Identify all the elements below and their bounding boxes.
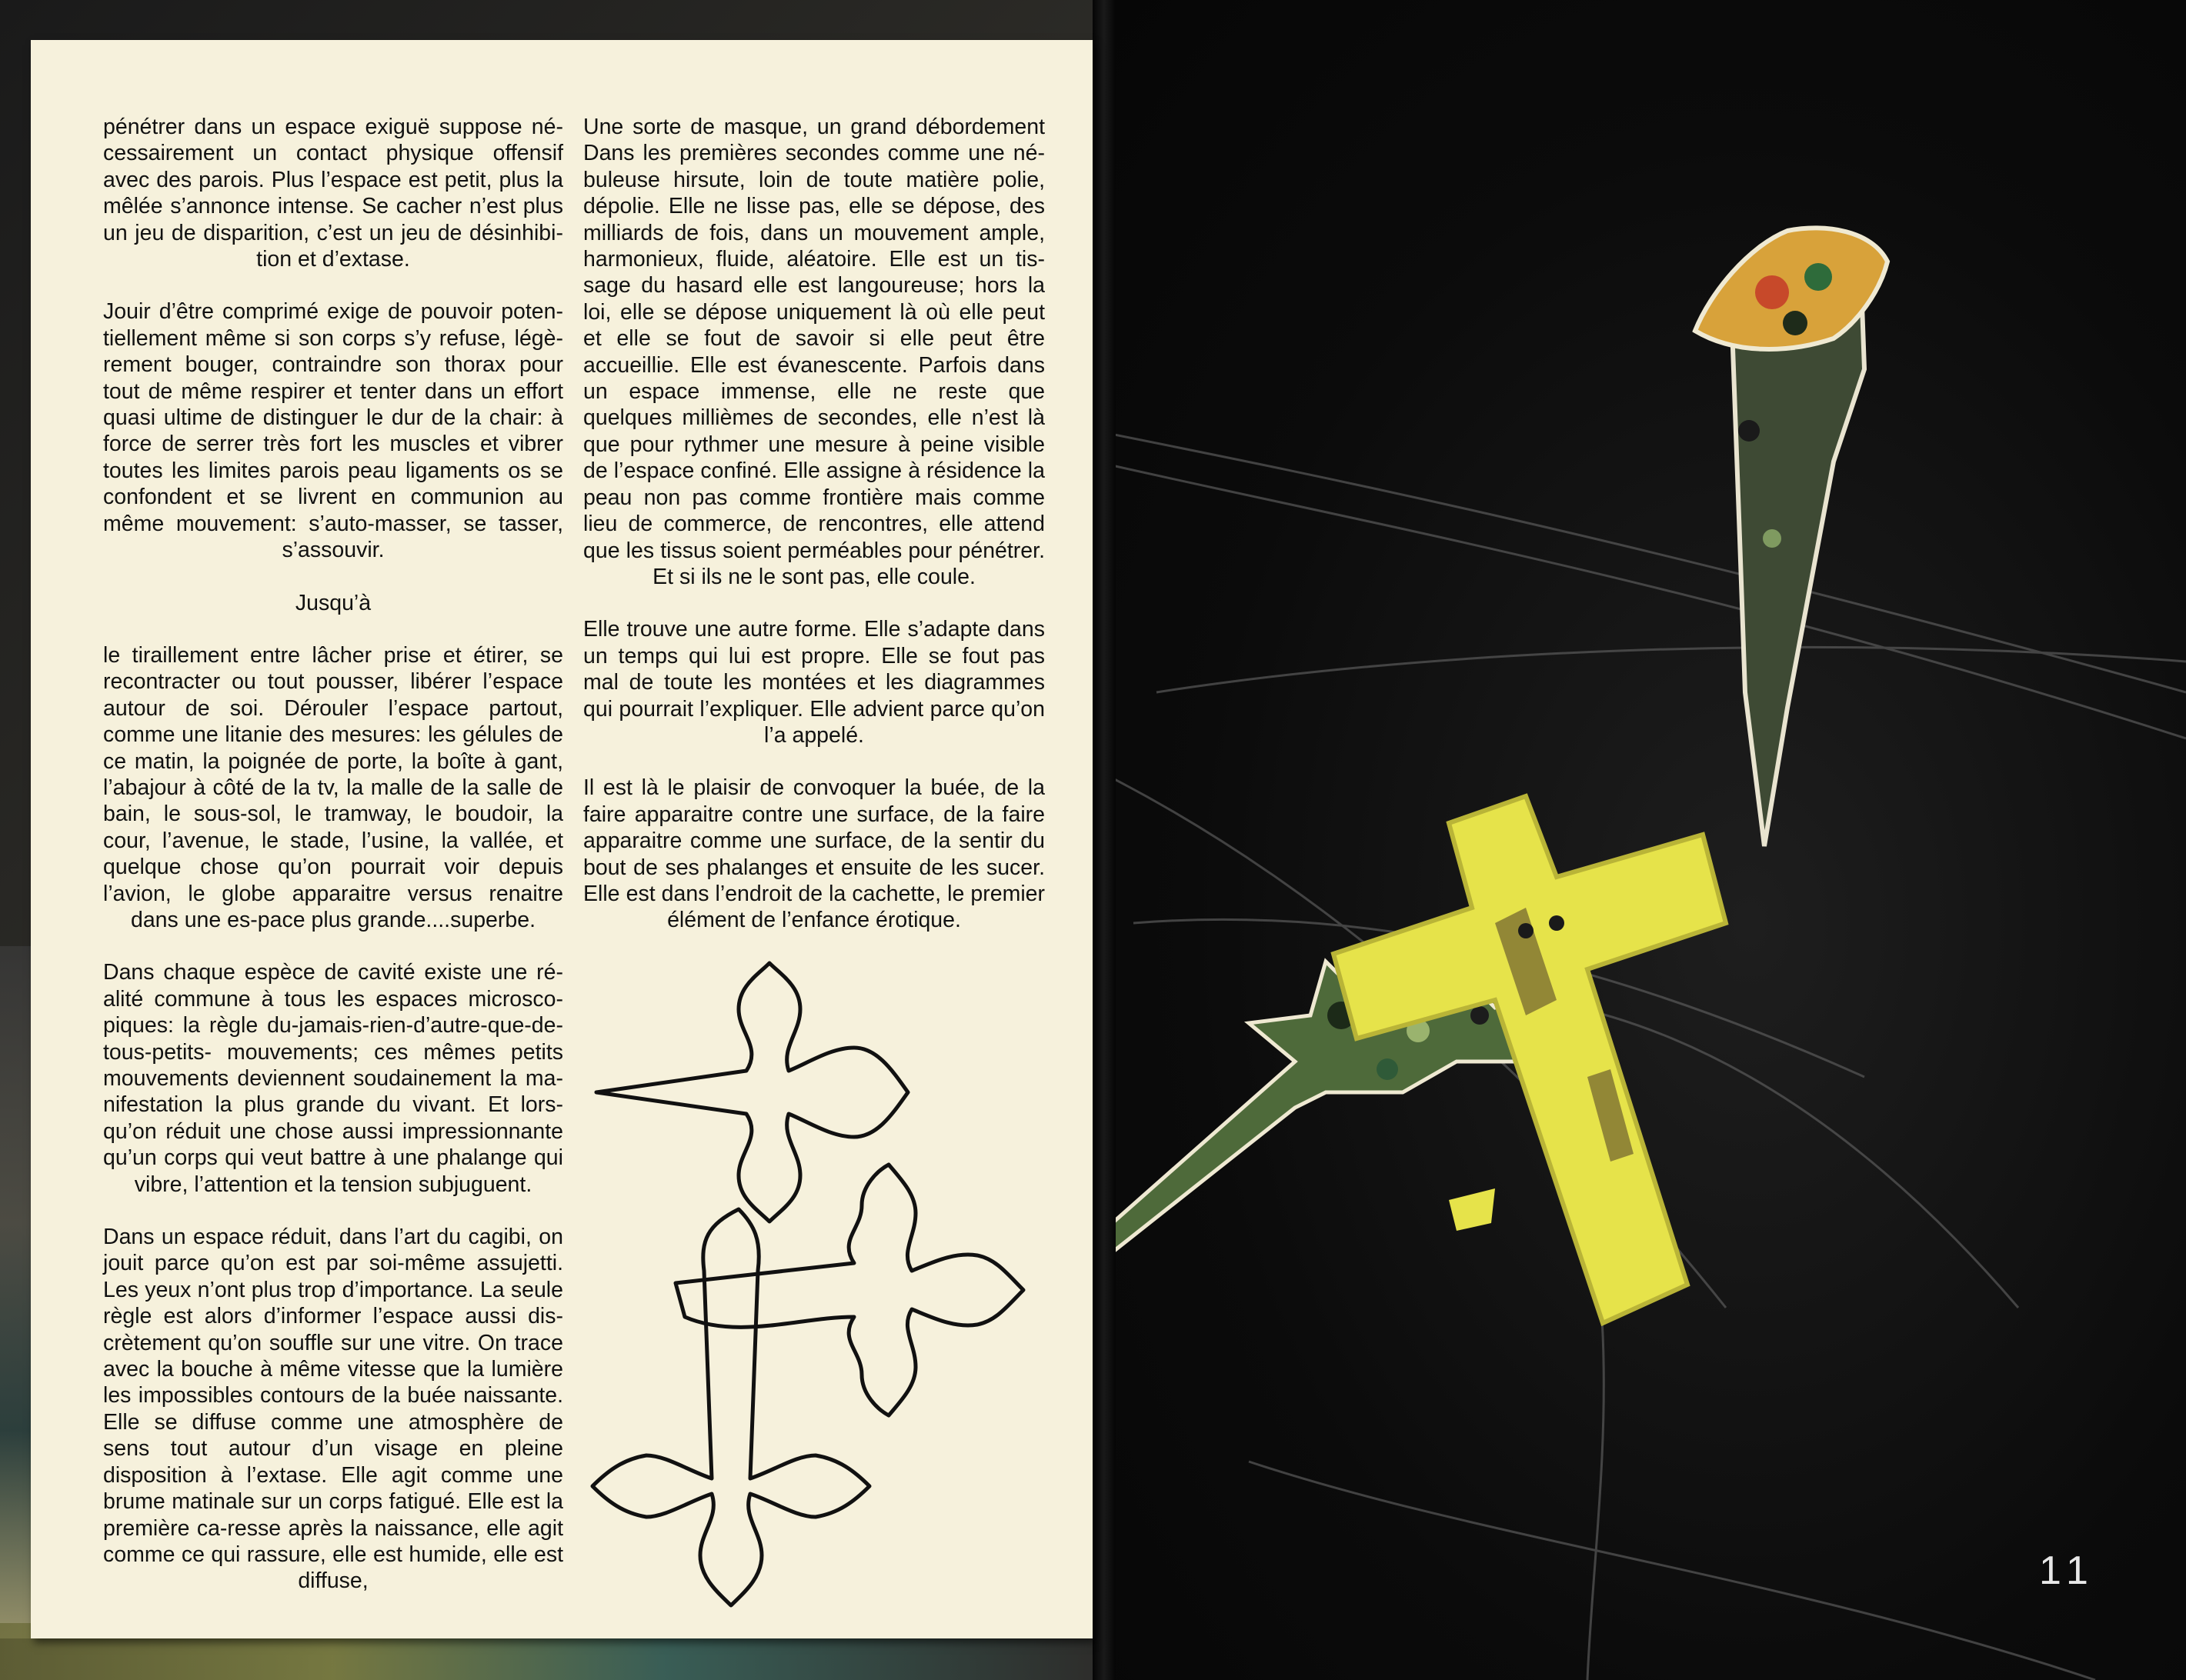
paragraph: Jouir d’être comprimé exige de pouvoir poten-tiellement même si son corps s’y refuse, légè-rement bouger, contraindre son thorax pour tout de même respirer et tenter dans un effort quasi ultime de distinguer le dur de la chair: à force de serrer très fort les muscles et vibrer toutes les limites parois peau ligaments os se confondent et se livrent en communion au même mouvement: s’auto-masser, se tasser, s’assouvir. (103, 299, 563, 563)
paragraph: Il est là le plaisir de convoquer la buée, de la faire apparaitre contre une surface, de la faire apparaitre comme une surface, de la sentir du bout de ses phalanges et ensuite de les sucer. Elle est dans l’endroit de la cachette, le premier élément de l’enfance érotique. (583, 775, 1045, 933)
flower-spike-collage (1695, 228, 1887, 846)
right-page-photo (1095, 0, 2186, 1680)
photo-collage (1095, 0, 2186, 1680)
paragraph: Une sorte de masque, un grand débordement Dans les premières secondes comme une né-buleuse hirsute, loin de toute matière polie, dépolie. Elle ne lisse pas, elle se dépose, des milliards de fois, dans un mouvement ample, harmonieux, fluide, aléatoire. Elle est un tis-sage du hasard elle est langoureuse; hors la loi, elle se dépose uniquement là où elle peut et elle se fout de savoir si elle peut être accueillie. Elle est évanescente. Parfois dans un espace immense, elle ne reste que quelques millièmes de secondes, elle n’est là que pour rythmer une mesure à peine visible de l’espace confiné. Elle assigne à résidence la peau non pas comme frontière mais comme lieu de commerce, de rencontres, elle attend que les tissus soient perméables pour pénétrer. Et si ils ne le sont pas, elle coule. (583, 115, 1045, 589)
book-gutter (1093, 0, 1116, 1680)
paragraph: Elle trouve une autre forme. Elle s’adapte dans un temps qui lui est propre. Elle se fout pas mal de toute les montées et les diagrammes qui pourrait l’expliquer. Elle advient parce qu’on l’a appelé. (583, 617, 1045, 748)
text-page (31, 40, 1093, 1638)
page-number: 11 (2039, 1548, 2096, 1593)
cross-outline-bottom (592, 1209, 869, 1605)
paragraph: le tiraillement entre lâcher prise et étirer, se recontracter ou tout pousser, libérer l’espace autour de soi. Dérouler l’espace partout, comme une litanie des mesures: les gélules de ce matin, la poignée de porte, la boîte à gant, l’abajour à côté de la tv, la malle de la salle de bain, le sous-sol, le tramway, le boudoir, la cour, l’avenue, le stade, l’usine, la vallée, et quelque chose qu’on pourrait voir depuis l’avion, le globe apparaitre versus renaitre dans une es-pace plus grande....superbe. (103, 642, 563, 932)
paragraph-heading: Jusqu’à (295, 590, 372, 615)
cross-outline-right (676, 1165, 1023, 1415)
paragraph: Dans un espace réduit, dans l’art du cagibi, on jouit parce qu’on est par soi-même assujetti. Les yeux n’ont plus trop d’importance. La seule règle est alors d’informer l’espace aussi dis-crètement qu’on souffle sur une vitre. On trace avec la bouche à même vitesse que la lumière les impossibles contours de la buée naissante. Elle se diffuse comme une atmosphère de sens tout autour d’un visage en pleine disposition à l’extase. Elle agit comme une brume matinale sur un corps fatigué. Elle est la première ca-resse après la naissance, elle agit comme ce qui rassure, elle est humide, elle est diffuse, (103, 1225, 563, 1594)
cross-outline-top (596, 963, 908, 1222)
paragraph: pénétrer dans un espace exiguë suppose né-cessairement un contact physique offensif avec des parois. Plus l’espace est petit, plus la mêlée s’annonce intense. Se cacher n’est plus un jeu de disparition, c’est un jeu de désinhibi-tion et d’extase. (103, 115, 563, 272)
cross-outlines (31, 40, 1093, 1638)
scratch-lines (1095, 431, 2186, 1680)
paragraph: Dans chaque espèce de cavité existe une ré-alité commune à tous les espaces microsco-piques: la règle du-jamais-rien-d’autre-que-de-tous-petits- mouvements; ces mêmes petits mouvements deviennent soudainement la ma-nifestation la plus grande du vivant. Et lors-qu’on réduit une chose aussi impressionnante qu’un corps qui veut battre à une phalange qui vibre, l’attention et la tension subjuguent. (103, 960, 563, 1197)
